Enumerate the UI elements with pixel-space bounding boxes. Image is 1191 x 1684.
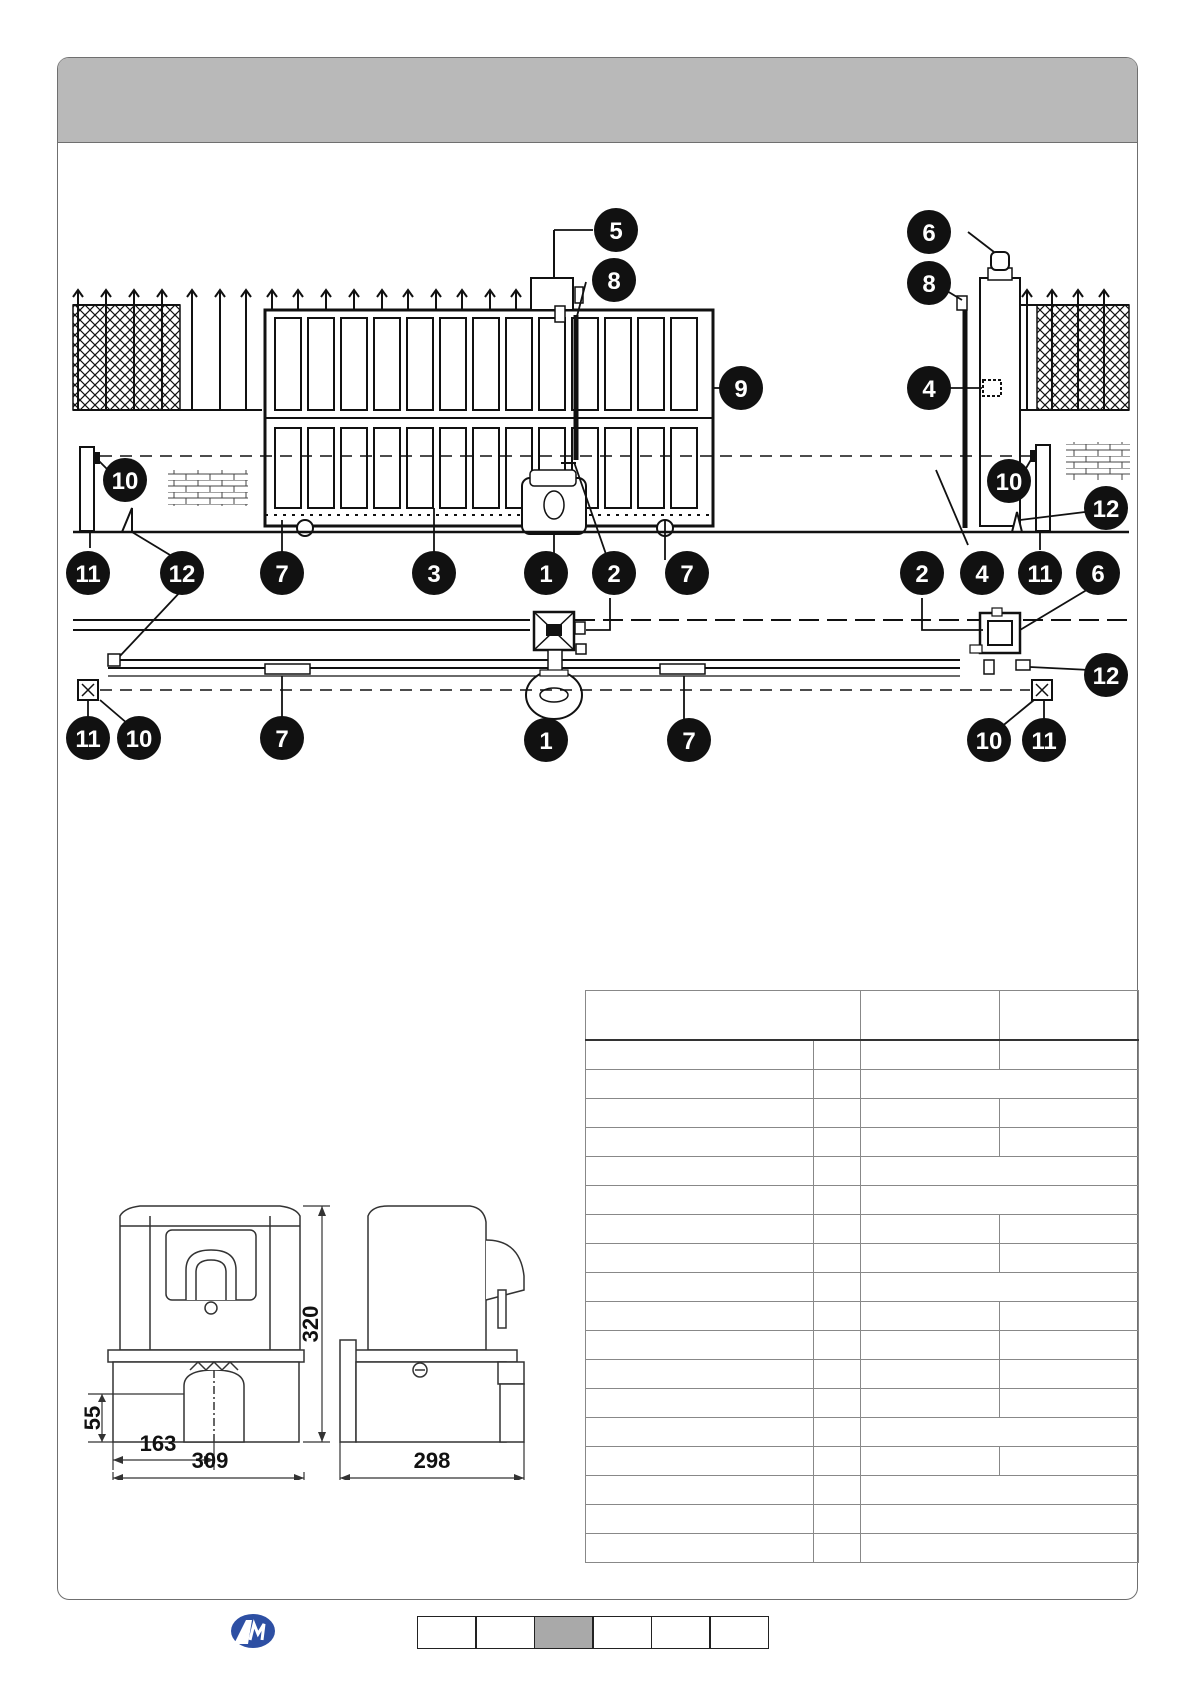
callout-4: [960, 551, 1004, 595]
callout-12: [1084, 653, 1128, 697]
svg-text:2: 2: [915, 561, 929, 588]
motor-front-view: [108, 1206, 304, 1442]
callout-11: [1018, 551, 1062, 595]
flashing-light: [531, 230, 583, 322]
svg-text:12: 12: [168, 561, 196, 588]
table-header-cell: [1000, 991, 1139, 1041]
table-row: [586, 1302, 1139, 1331]
svg-text:1: 1: [539, 728, 553, 755]
svg-text:7: 7: [680, 561, 694, 588]
callout-7: [260, 716, 304, 760]
svg-text:3: 3: [427, 561, 441, 588]
callout-6: [1076, 551, 1120, 595]
callout-8: [592, 258, 636, 302]
svg-text:2: 2: [607, 561, 621, 588]
table-row: [586, 1070, 1139, 1099]
brick-wall-right: [1066, 442, 1130, 480]
footer-tab[interactable]: [651, 1616, 711, 1649]
svg-text:5: 5: [609, 218, 623, 245]
svg-text:7: 7: [275, 561, 289, 588]
table-row: [586, 1360, 1139, 1389]
dimension-rack-height: 55: [80, 1405, 105, 1431]
callout-10: [987, 459, 1031, 503]
motor-dimension-drawing: [0, 1180, 560, 1480]
motor-unit: [522, 470, 586, 534]
callout-11: [1022, 718, 1066, 762]
table-row: [586, 1040, 1139, 1070]
table-row: [586, 1505, 1139, 1534]
table-row: [586, 1476, 1139, 1505]
svg-text:10: 10: [995, 469, 1023, 496]
table-row: [586, 1389, 1139, 1418]
table-row: [586, 1534, 1139, 1563]
svg-text:1: 1: [539, 561, 553, 588]
svg-text:6: 6: [922, 220, 936, 247]
callout-4: [907, 366, 951, 410]
svg-text:11: 11: [1027, 561, 1053, 588]
callout-7: [665, 551, 709, 595]
callout-2: [592, 551, 636, 595]
installation-diagram: [0, 0, 1191, 800]
table-header-cell: [586, 991, 861, 1041]
callout-1: [524, 551, 568, 595]
svg-text:4: 4: [975, 561, 989, 588]
svg-text:10: 10: [975, 728, 1003, 755]
callout-10: [967, 718, 1011, 762]
svg-text:4: 4: [922, 376, 936, 403]
svg-text:11: 11: [75, 561, 101, 588]
motor-side-view: [340, 1206, 524, 1442]
table-row: [586, 1215, 1139, 1244]
footer-tab[interactable]: [592, 1616, 652, 1649]
table-row: [586, 1157, 1139, 1186]
svg-text:8: 8: [607, 268, 621, 295]
callout-10: [117, 716, 161, 760]
footer-page-tabs: [418, 1616, 769, 1649]
footer-tab[interactable]: [475, 1616, 535, 1649]
dimension-pinion-offset: 163: [139, 1431, 177, 1456]
svg-text:8: 8: [922, 271, 936, 298]
sliding-gate: [265, 310, 713, 536]
svg-text:7: 7: [275, 726, 289, 753]
table-row: [586, 1186, 1139, 1215]
footer-tab-active[interactable]: [534, 1616, 594, 1649]
callout-9: [719, 366, 763, 410]
callout-8: [907, 261, 951, 305]
am-logo-icon: [226, 1612, 276, 1650]
callout-12: [1084, 486, 1128, 530]
table-row: [586, 1331, 1139, 1360]
table-row: [586, 1128, 1139, 1157]
table-row: [586, 1273, 1139, 1302]
callout-5: [594, 208, 638, 252]
callout-2: [900, 551, 944, 595]
table-row: [586, 1418, 1139, 1447]
dimension-width: 309: [191, 1448, 229, 1473]
gate-stop-left: [122, 508, 132, 532]
table-header-cell: [861, 991, 1000, 1041]
callout-11: [66, 551, 110, 595]
right-fence: [1017, 290, 1129, 410]
brick-wall-left: [168, 470, 248, 506]
callout-7: [260, 551, 304, 595]
footer-tab[interactable]: [417, 1616, 477, 1649]
callout-1: [524, 718, 568, 762]
table-row: [586, 1447, 1139, 1476]
svg-text:10: 10: [111, 468, 139, 495]
callout-12: [160, 551, 204, 595]
table-row: [586, 1244, 1139, 1273]
spec-table: [585, 990, 1139, 1563]
plan-view: [73, 608, 1130, 719]
svg-text:7: 7: [682, 728, 696, 755]
svg-text:6: 6: [1091, 561, 1105, 588]
svg-text:9: 9: [734, 376, 748, 403]
callout-11: [66, 716, 110, 760]
svg-text:10: 10: [125, 726, 153, 753]
gate-spears: [267, 290, 521, 310]
dimension-height: 320: [298, 1305, 323, 1343]
footer-tab[interactable]: [709, 1616, 769, 1649]
table-row: [586, 1099, 1139, 1128]
table-header-row: [586, 991, 1139, 1041]
left-fence: [73, 290, 262, 410]
svg-text:11: 11: [1031, 728, 1057, 755]
dimension-depth: 298: [413, 1448, 451, 1473]
callout-6: [907, 210, 951, 254]
svg-text:11: 11: [75, 726, 101, 753]
callout-10: [103, 458, 147, 502]
callout-7: [667, 718, 711, 762]
svg-text:12: 12: [1092, 663, 1120, 690]
svg-text:12: 12: [1092, 496, 1120, 523]
callout-3: [412, 551, 456, 595]
